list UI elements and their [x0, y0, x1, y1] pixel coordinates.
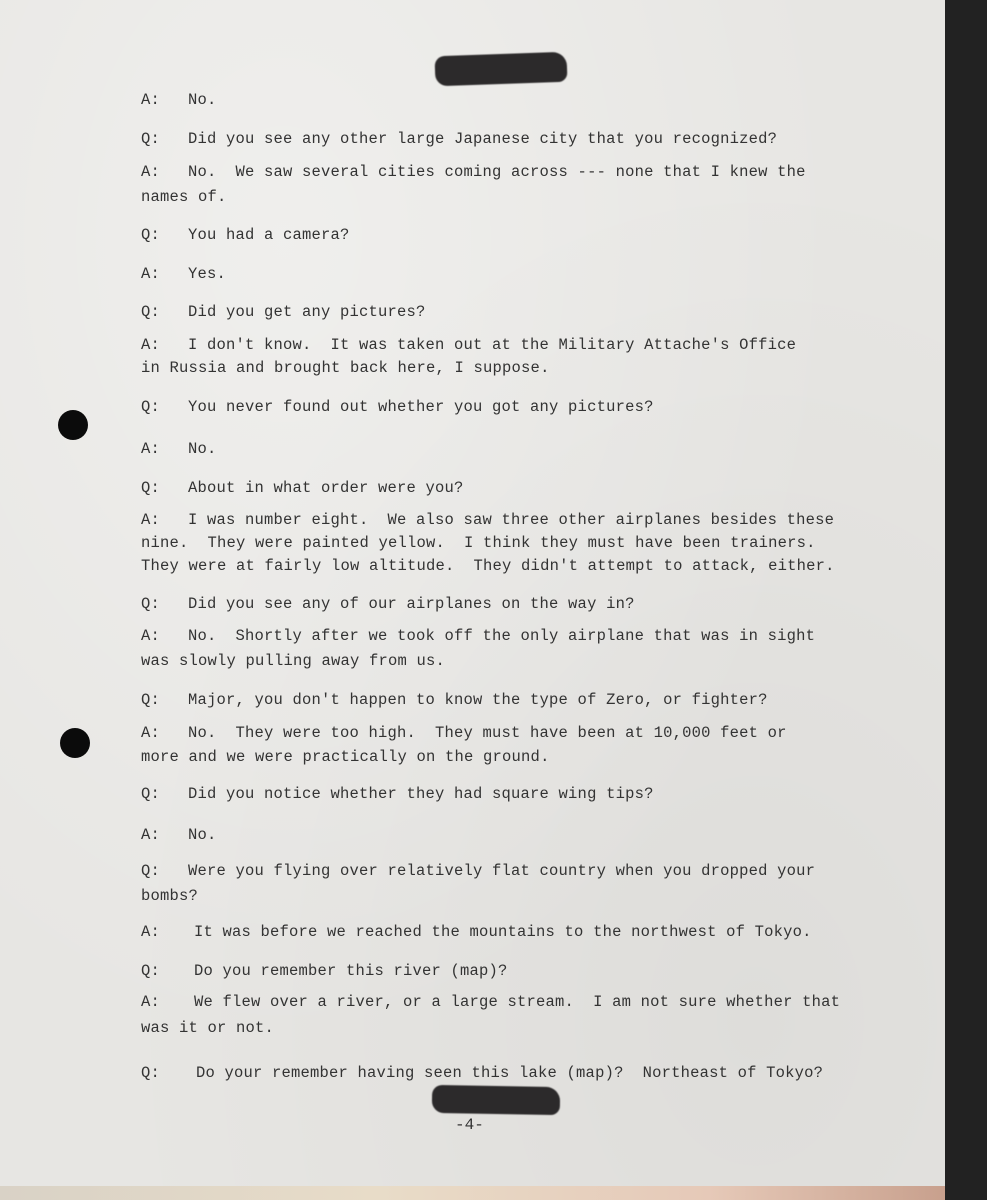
answer-text-line: was slowly pulling away from us. — [141, 652, 446, 670]
answer-text-line: No. — [188, 91, 217, 109]
speaker-tag: A: — [141, 336, 161, 354]
answer-text-line: They were at fairly low altitude. They didn't attempt to attack, either. — [141, 557, 835, 575]
speaker-tag: A: — [141, 724, 161, 742]
speaker-tag: Q: — [141, 398, 161, 416]
answer-text-line: No. They were too high. They must have been at 10,000 feet or — [188, 724, 787, 742]
answer-text-line: names of. — [141, 188, 227, 206]
speaker-tag: Q: — [141, 1064, 161, 1082]
question-text-line: Did you notice whether they had square wing tips? — [188, 785, 654, 803]
speaker-tag: Q: — [141, 303, 161, 321]
speaker-tag: Q: — [141, 595, 161, 613]
redaction-mark-bottom — [432, 1085, 560, 1115]
answer-text-line: No. We saw several cities coming across --- none that I knew the — [188, 163, 806, 181]
punch-hole-upper — [58, 410, 88, 440]
page-number: -4- — [455, 1116, 484, 1134]
speaker-tag: A: — [141, 265, 161, 283]
question-text-line: Do you remember this river (map)? — [194, 962, 508, 980]
answer-text-line: It was before we reached the mountains to the northwest of Tokyo. — [194, 923, 812, 941]
speaker-tag: Q: — [141, 479, 161, 497]
question-text-line: Did you see any other large Japanese city that you recognized? — [188, 130, 778, 148]
speaker-tag: Q: — [141, 862, 161, 880]
speaker-tag: A: — [141, 440, 161, 458]
question-text-line: Do your remember having seen this lake (map)? Northeast of Tokyo? — [196, 1064, 824, 1082]
question-text-line: Were you flying over relatively flat country when you dropped your — [188, 862, 816, 880]
answer-text-line: more and we were practically on the ground. — [141, 748, 550, 766]
speaker-tag: Q: — [141, 226, 161, 244]
speaker-tag: A: — [141, 993, 161, 1011]
speaker-tag: Q: — [141, 130, 161, 148]
question-text-line: About in what order were you? — [188, 479, 464, 497]
question-text-line: Did you get any pictures? — [188, 303, 426, 321]
speaker-tag: A: — [141, 923, 161, 941]
question-text-line: Did you see any of our airplanes on the way in? — [188, 595, 635, 613]
question-text-line: Major, you don't happen to know the type of Zero, or fighter? — [188, 691, 768, 709]
answer-text-line: nine. They were painted yellow. I think they must have been trainers. — [141, 534, 816, 552]
speaker-tag: Q: — [141, 691, 161, 709]
redaction-mark-top — [435, 52, 568, 87]
scan-background-edge — [945, 0, 987, 1200]
answer-text-line: No. — [188, 826, 217, 844]
speaker-tag: Q: — [141, 962, 161, 980]
speaker-tag: A: — [141, 627, 161, 645]
question-text-line: bombs? — [141, 887, 199, 905]
punch-hole-lower — [60, 728, 90, 758]
speaker-tag: Q: — [141, 785, 161, 803]
answer-text-line: Yes. — [188, 265, 227, 283]
question-text-line: You had a camera? — [188, 226, 350, 244]
page-bottom-edge — [0, 1186, 945, 1200]
speaker-tag: A: — [141, 163, 161, 181]
answer-text-line: was it or not. — [141, 1019, 275, 1037]
answer-text-line: I was number eight. We also saw three other airplanes besides these — [188, 511, 835, 529]
answer-text-line: We flew over a river, or a large stream. I am not sure whether that — [194, 993, 841, 1011]
answer-text-line: No. Shortly after we took off the only airplane that was in sight — [188, 627, 816, 645]
answer-text-line: in Russia and brought back here, I suppose. — [141, 359, 550, 377]
speaker-tag: A: — [141, 91, 161, 109]
speaker-tag: A: — [141, 511, 161, 529]
question-text-line: You never found out whether you got any pictures? — [188, 398, 654, 416]
answer-text-line: I don't know. It was taken out at the Military Attache's Office — [188, 336, 797, 354]
answer-text-line: No. — [188, 440, 217, 458]
speaker-tag: A: — [141, 826, 161, 844]
